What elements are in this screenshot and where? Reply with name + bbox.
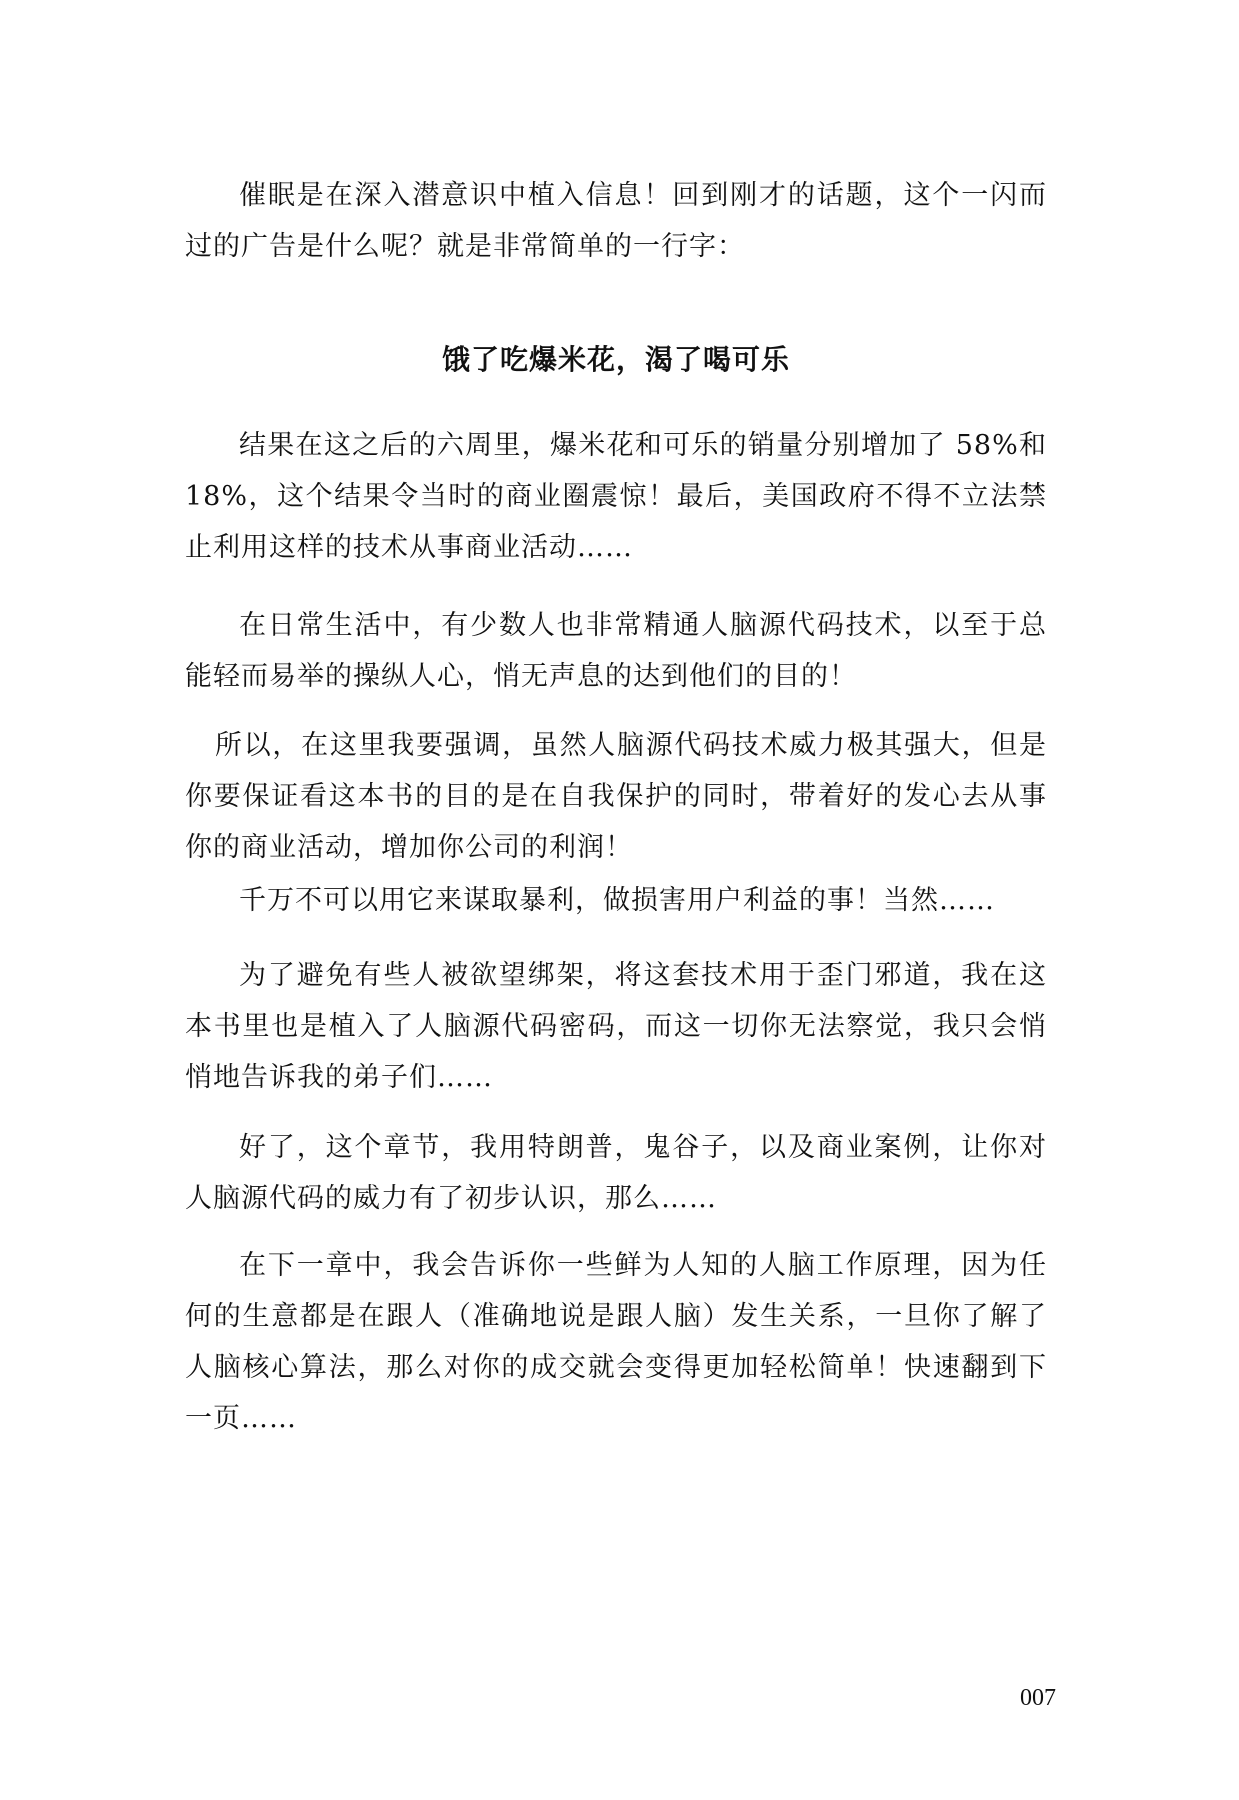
- paragraph-emphasis: 所以，在这里我要强调，虽然人脑源代码技术威力极其强大，但是你要保证看这本书的目的是在自我保护的同时，带着好的发心去从事你的商业活动，增加你公司的利润！: [185, 730, 1047, 863]
- paragraph-daily-life: 在日常生活中，有少数人也非常精通人脑源代码技术，以至于总能轻而易举的操纵人心，悄无声息的达到他们的目的！: [185, 610, 1047, 692]
- page-number: 007: [1020, 1685, 1056, 1711]
- paragraph-password: 为了避免有些人被欲望绑架，将这套技术用于歪门邪道，我在这本书里也是植入了人脑源代码密码，而这一切你无法察觉，我只会悄悄地告诉我的弟子们……: [185, 960, 1047, 1093]
- paragraph-chapter-summary: 好了，这个章节，我用特朗普，鬼谷子，以及商业案例，让你对人脑源代码的威力有了初步认识，那么……: [185, 1132, 1047, 1214]
- paragraph-sales-result: 结果在这之后的六周里，爆米花和可乐的销量分别增加了 58%和18%，这个结果令当时的商业圈震惊！最后，美国政府不得不立法禁止利用这样的技术从事商业活动……: [185, 430, 1047, 563]
- paragraph-hypnosis-intro: 催眠是在深入潜意识中植入信息！回到刚才的话题，这个一闪而过的广告是什么呢？就是非常简单的一行字：: [185, 180, 1047, 262]
- slogan-heading: 饿了吃爆米花，渴了喝可乐: [441, 343, 790, 376]
- paragraph-warning: 千万不可以用它来谋取暴利，做损害用户利益的事！当然……: [239, 885, 995, 916]
- paragraph-next-chapter: 在下一章中，我会告诉你一些鲜为人知的人脑工作原理，因为任何的生意都是在跟人（准确地说是跟人脑）发生关系，一旦你了解了人脑核心算法，那么对你的成交就会变得更加轻松简单！快速翻到下一页……: [185, 1250, 1047, 1434]
